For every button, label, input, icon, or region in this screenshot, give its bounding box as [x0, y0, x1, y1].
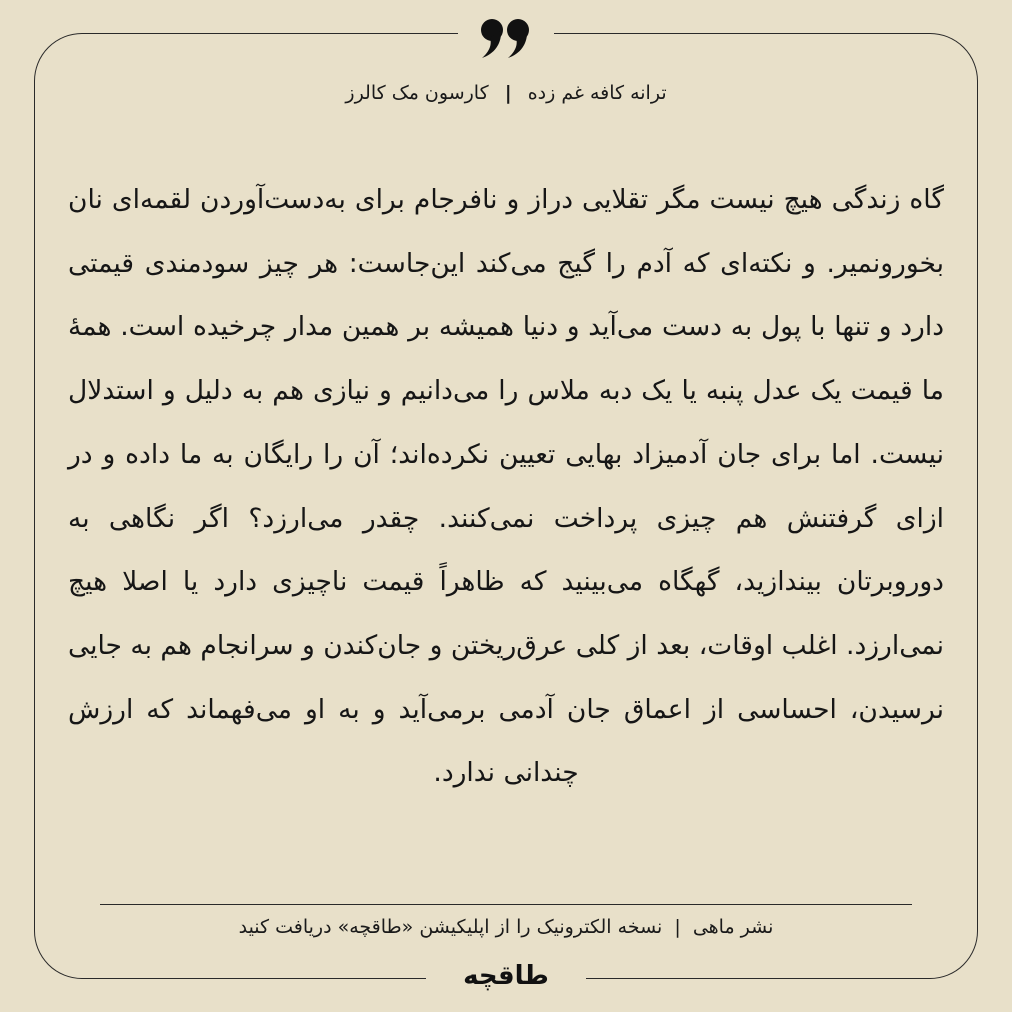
footer-separator: | — [674, 916, 681, 938]
app-download-note: نسخه الکترونیک را از اپلیکیشن «طاقچه» دریافت کنید — [238, 916, 663, 938]
book-author: کارسون مک کالرز — [345, 82, 489, 104]
taaghche-logo: طاقچه — [463, 961, 549, 991]
footer-credit — [0, 912, 1012, 942]
book-info — [0, 78, 1012, 108]
header-separator: | — [504, 82, 512, 104]
quote-text: گاه زندگی هیچ نیست مگر تقلایی دراز و نافرجام برای به‌دست‌آوردن لقمه‌ای نان بخورونمیر. و نکته‌ای که آدم را گیج می‌کند این‌جاست: هر چیز سودمندی قیمتی دارد و تنها با پول به دست می‌آید و دنیا همیشه بر همین مدار چرخیده است. همهٔ ما قیمت یک عدل پنبه یا یک دبه ملاس را می‌دانیم و نیازی هم به دلیل و استدلال نیست. اما برای جان آدمیزاد بهایی تعیین نکرده‌اند؛ آن را رایگان به ما داده و در ازای گرفتنش هم چیزی پرداخت نمی‌کنند. چقدر می‌ارزد؟ اگر نگاهی به دوروبرتان بیندازید، گهگاه می‌بینید که ظاهراً قیمت ناچیزی دارد یا اصلا هیچ نمی‌ارزد. اغلب اوقات، بعد از کلی عرق‌ریختن و جان‌کندن و سرانجام هم به جایی نرسیدن، احساسی از اعماق جان آدمی برمی‌آید و به او می‌فهماند که ارزش چندانی ندارد. — [68, 184, 944, 789]
footer-divider — [100, 904, 912, 905]
book-title: ترانه کافه غم زده — [527, 82, 667, 104]
quotation-mark-icon — [478, 18, 534, 60]
publisher-name: نشر ماهی — [692, 916, 774, 938]
